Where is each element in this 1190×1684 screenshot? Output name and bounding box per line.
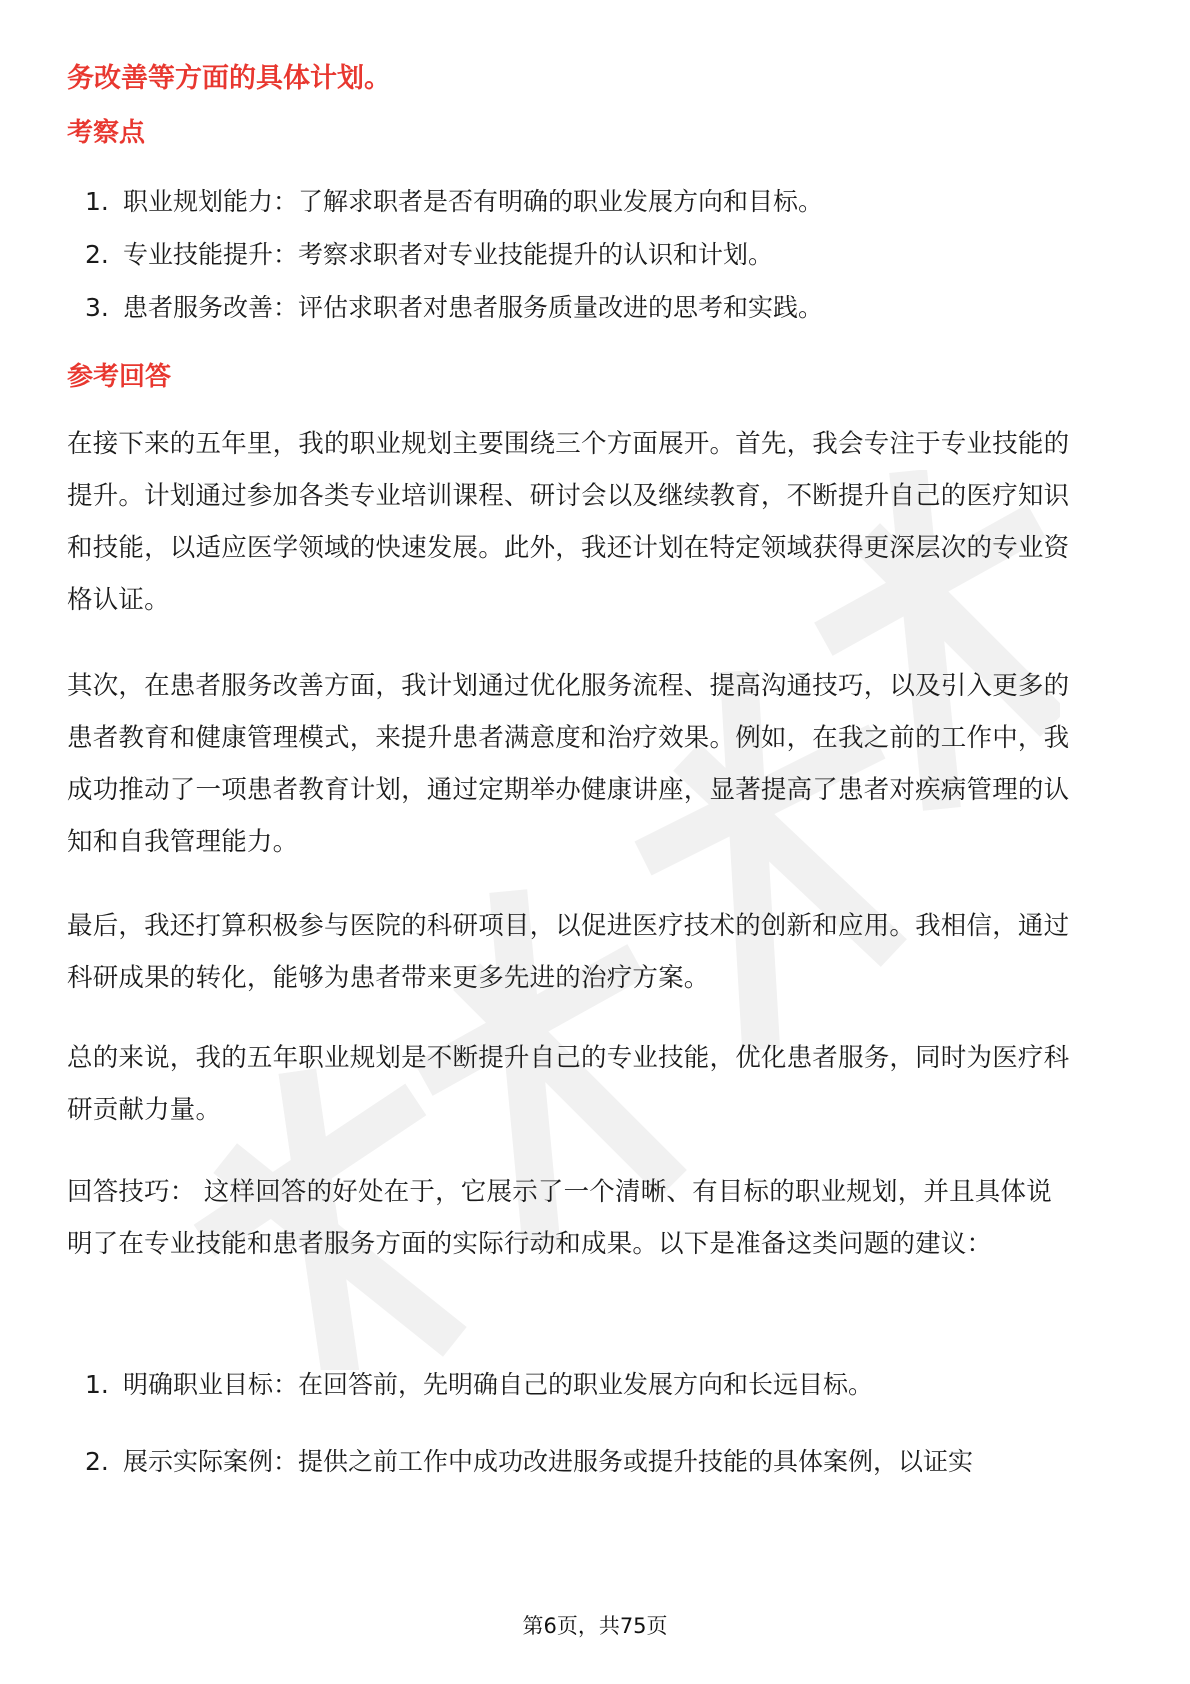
list-text: 患者服务改善：评估求职者对患者服务质量改进的思考和实践。	[122, 293, 823, 322]
list-number: 2.	[85, 1447, 109, 1476]
list-item	[85, 1365, 873, 1401]
list-item	[85, 182, 823, 218]
list-number: 3.	[85, 293, 109, 322]
list-text: 展示实际案例：提供之前工作中成功改进服务或提升技能的具体案例，以证实	[122, 1447, 973, 1476]
assessment-heading: 考察点	[67, 118, 146, 148]
list-item	[85, 1442, 973, 1478]
paragraph: 总的来说，我的五年职业规划是不断提升自己的专业技能，优化患者服务，同时为医疗科研贡献力量。	[67, 1043, 1070, 1125]
paragraph: 在接下来的五年里，我的职业规划主要围绕三个方面展开。首先，我会专注于专业技能的提升。计划通过参加各类专业培训课程、研讨会以及继续教育，不断提升自己的医疗知识和技能，以适应医学领域的快速发展。此外，我还计划在特定领域获得更深层次的专业资格认证。	[67, 429, 1070, 615]
paragraph: 其次，在患者服务改善方面，我计划通过优化服务流程、提高沟通技巧，以及引入更多的患者教育和健康管理模式，来提升患者满意度和治疗效果。例如，在我之前的工作中，我成功推动了一项患者教育计划，通过定期举办健康讲座，显著提高了患者对疾病管理的认知和自我管理能力。	[67, 671, 1070, 857]
list-number: 2.	[85, 240, 109, 269]
page-footer: 第6页，共75页	[522, 1614, 668, 1638]
list-number: 1.	[85, 1370, 109, 1399]
list-text: 明确职业目标：在回答前，先明确自己的职业发展方向和长远目标。	[122, 1370, 873, 1399]
list-item	[85, 288, 823, 324]
reference-heading: 参考回答	[67, 362, 172, 392]
lead-fragment: 务改善等方面的具体计划。	[67, 63, 391, 94]
paragraph: 回答技巧： 这样回答的好处在于，它展示了一个清晰、有目标的职业规划，并且具体说明了在专业技能和患者服务方面的实际行动和成果。以下是准备这类问题的建议：	[67, 1177, 1052, 1259]
list-text: 专业技能提升：考察求职者对专业技能提升的认识和计划。	[122, 240, 773, 269]
list-text: 职业规划能力：了解求职者是否有明确的职业发展方向和目标。	[122, 187, 823, 216]
list-number: 1.	[85, 187, 109, 216]
list-item	[85, 235, 773, 271]
paragraph: 最后，我还打算积极参与医院的科研项目，以促进医疗技术的创新和应用。我相信，通过科研成果的转化，能够为患者带来更多先进的治疗方案。	[67, 911, 1070, 993]
document-page	[67, 0, 1087, 1684]
